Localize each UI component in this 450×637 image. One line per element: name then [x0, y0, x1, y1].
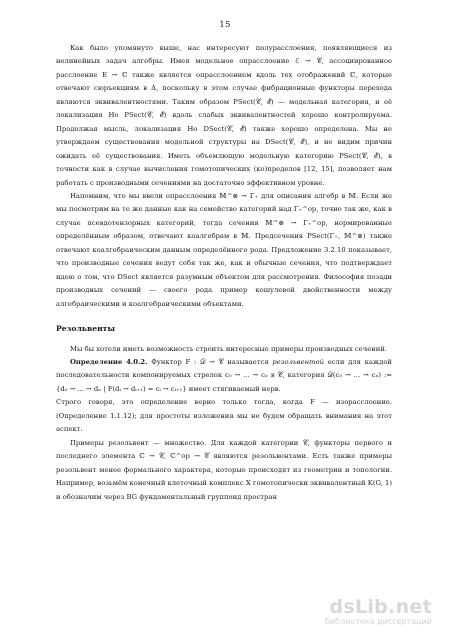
definition — [56, 356, 392, 396]
definition-text-b: если для каждой последовательности компонируемых стрелок c₀ → ... → cₙ в 𝒞, категория 𝒟(c₀ → ... → cₙ) := {d₀ → ... → dₙ | F(dᵢ → dᵢ₊₁) = cᵢ → cᵢ₊₁} имеет стягиваемый нерв. — [56, 357, 392, 393]
resolvents-intro: Мы бы хотели иметь возможность строить интересные примеры производных сечений. — [70, 344, 387, 353]
watermark-sub: библиотека диссертаций — [324, 617, 432, 626]
paragraph-fibrations: Как было упомянуто выше, нас интересуют полурасслоения, появляющиеся из нелинейных задач алгебры. Имея модельное опрасслоение ℰ → 𝒞, ассоциированное расслоение E → ℂ также является опрасслоением вдоль тех отображений ℂ, которые отвечают сюръекциям в Δ, поскольку в этом случае фибрационные функторы перехода являются эквивалентностями. Таким образом PSect(𝒞, ℰ) — модельная категория, и её локализация Ho PSect(𝒞, ℰ) вдоль слабых эквивалентностей хорошо контролируема. Продолжая мысль, локализация Ho DSect(𝒞, ℰ) также хорошо определена. Мы не утверждаем существования модельной структуры на DSect(𝒞, ℰ), и не видим причин ожидать её существования. Иметь объемлющую модельную категорию PSect(𝒞, ℰ), в точности как в случае вычисления гомотопических (ко)пределов [12, 15], позволяет нам работать с производными сечениями на достаточно эффективном уровне. — [56, 44, 392, 187]
examples-paragraph: Примеры резольвент — множество. Для каждой категории 𝒞, функторы первого и последнего элемента ℂ → 𝒞, ℂ^op → 𝒞 являются резольвентами. Есть также примеры резольвент менее формального характера, которые происходят из геометрии и топологии. Например, возьмём конечный клеточный комплекс X гомотопически эквивалентный K(G, 1) и обозначим через BG фундаментальный группоид простран — [56, 438, 392, 501]
page-body — [56, 42, 392, 504]
definition-term: резольвентой — [272, 357, 324, 366]
paragraph-coalgebras: Напомним, что мы ввели опрасслоения 𝕄^⊗ → Γ₊ для описания алгебр в 𝕄. Если же мы посмотрим на те же данные как на семейство категорий над Γ₊^op, точно так же, как в случае псевдотензорных категорий, тогда сечения 𝕄^⊗ → Γ₊^op, нормированные определённым образом, отвечают коалгебрам в 𝕄. Предсечения PSect(Γ₊, 𝕄^⊗) также отвечают коалгебраическим данным определённого рода. Предложение 3.2.10 показывает, что производные сечения ведут себя так же, как и обычные сечения, что подтверждает идею о том, что DSect является разумным объектом для рассмотрения. Философия позади производных сечений — своего рода пример кошулевой двойственности между алгебраическими и коалгебраическими объектами. — [56, 191, 392, 308]
page-number: 15 — [219, 20, 231, 30]
section-title: Резольвенты — [56, 324, 115, 334]
watermark-main: dsLib.net — [329, 596, 432, 618]
definition-heading: Определение 4.0.2. — [70, 357, 148, 366]
watermark-logo — [325, 597, 432, 627]
definition-text-a: Функтор F : 𝒟 → 𝒞 называется — [151, 357, 269, 366]
definition-remark: Строго говоря, это определение верно только тогда, когда F — изорасслоение. (Определение 1.1.12); для простоты изложения мы не будем обращать внимания на этот аспект. — [56, 398, 392, 434]
